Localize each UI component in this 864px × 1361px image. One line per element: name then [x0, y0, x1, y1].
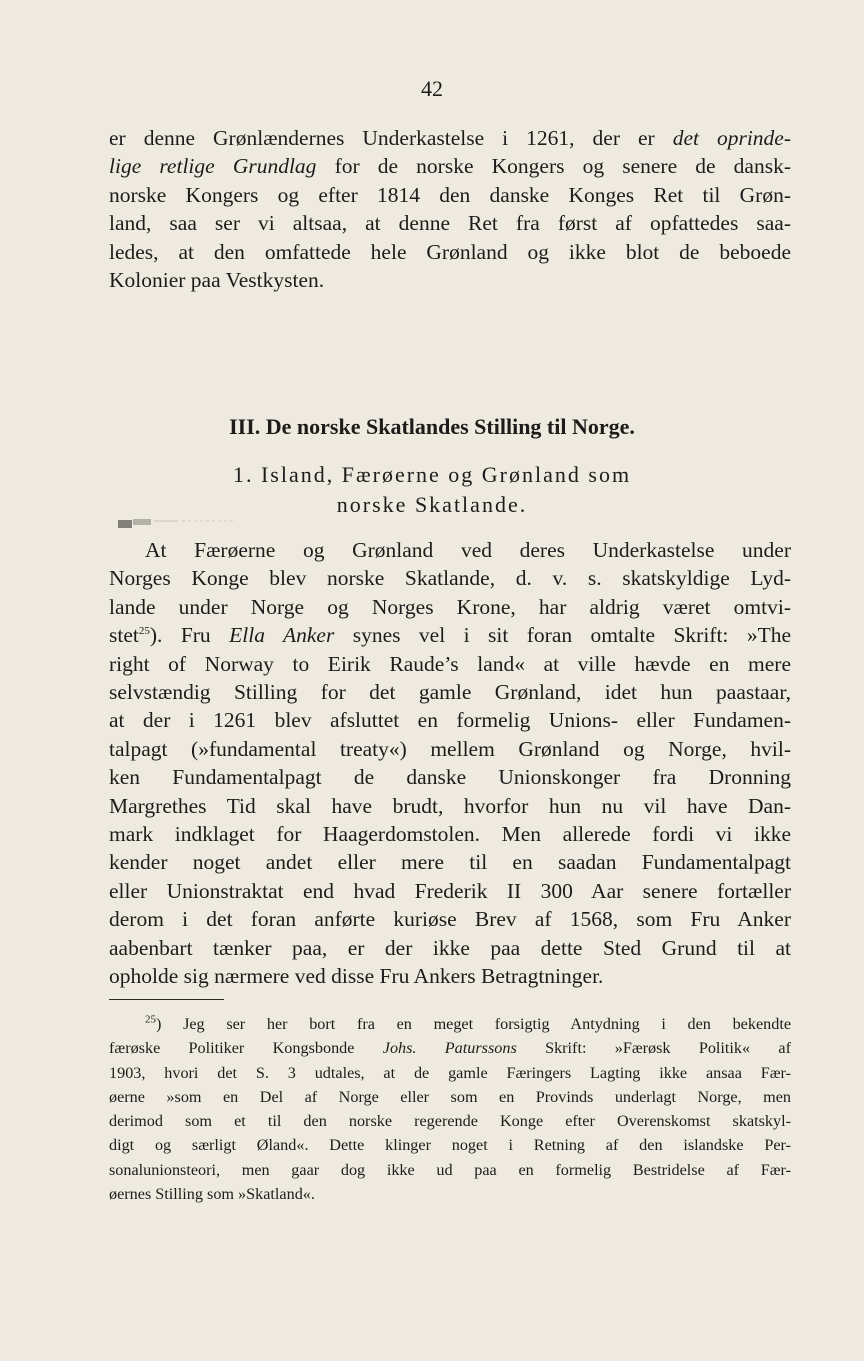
text-line: selvstændig Stilling for det gamle Grønland, idet hun paastaar, — [109, 680, 791, 705]
text-line: right of Norway to Eirik Raude’s land« at ville hævde en mere — [109, 651, 791, 676]
footnote-line: færøske Politiker Kongsbonde Johs. Paturssons Skrift: »Færøsk Politik« af — [109, 1039, 791, 1058]
footnote-line: øernes Stilling som »Skatland«. — [109, 1185, 315, 1204]
text-line: opholde sig nærmere ved disse Fru Ankers Betragtninger. — [109, 964, 604, 989]
footnote-line: sonalunionsteori, men gaar dog ikke ud paa en formelig Bestridelse af Fær- — [109, 1160, 791, 1179]
text-line: er denne Grønlændernes Underkastelse i 1261, der er det oprinde- — [109, 126, 791, 150]
body-paragraph-2 — [109, 536, 791, 991]
text-line: Norges Konge blev norske Skatlande, d. v. s. skatskyldige Lyd- — [109, 566, 791, 591]
text-line: derom i det foran anførte kuriøse Brev af 1568, som Fru Anker — [109, 907, 791, 932]
library-stamp-mark — [118, 517, 238, 529]
text-line: eller Unionstraktat end hvad Frederik II 300 Aar senere fortæller — [109, 878, 791, 903]
footnote-reference: 25 — [138, 625, 150, 638]
text-line: lige retlige Grundlag for de norske Kongers og senere de dansk- — [109, 154, 791, 179]
text-line: land, saa ser vi altsaa, at denne Ret fra først af opfattedes saa- — [109, 211, 791, 236]
footnote-marker: 25 — [145, 1013, 156, 1026]
text-line: Margrethes Tid skal have brudt, hvorfor hun nu vil have Dan- — [109, 793, 791, 818]
footnote-line: $^{25}$) Jeg ser her bort fra en meget forsigtig Antydning i den bekendte — [145, 1013, 791, 1033]
text-line: ken Fundamentalpagt de danske Unionskonger fra Dronning — [109, 765, 791, 790]
body-paragraph-1 — [109, 124, 791, 294]
text-line: lande under Norge og Norges Krone, har aldrig været omtvi- — [109, 594, 791, 619]
footnote-line: øerne »som en Del af Norge eller som en Provinds underlagt Norge, men — [109, 1087, 791, 1106]
subsection-heading: 1. Island, Færøerne og Grønland som norske Skatlande. — [232, 462, 632, 517]
footnote-divider — [109, 999, 224, 1000]
footnote — [109, 1012, 791, 1206]
section-heading: III. De norske Skatlandes Stilling til Norge. — [229, 414, 635, 439]
text-line: kender noget andet eller mere til en saadan Fundamentalpagt — [109, 850, 791, 875]
footnote-line: 1903, hvori det S. 3 udtales, at de gamle Færingers Lagting ikke ansaa Fær- — [109, 1063, 791, 1082]
text-line: aabenbart tænker paa, er der ikke paa dette Sted Grund til at — [109, 935, 791, 960]
text-line: at der i 1261 blev afsluttet en formelig Unions- eller Fundamen- — [109, 708, 791, 733]
page-number: 42 — [421, 76, 443, 101]
footnote-line: digt og særligt Øland«. Dette klinger noget i Retning af den islandske Per- — [109, 1136, 791, 1155]
footnote-line: derimod som et til den norske regerende Konge efter Overenskomst skatskyl- — [109, 1112, 791, 1131]
text-line: stet$^{25}$). Fru Ella Anker synes vel i sit foran omtalte Skrift: »The — [109, 623, 791, 648]
text-line: mark indklaget for Haagerdomstolen. Men allerede fordi vi ikke — [109, 822, 791, 847]
text-line: norske Kongers og efter 1814 den danske Konges Ret til Grøn- — [109, 182, 791, 207]
text-line: At Færøerne og Grønland ved deres Underkastelse under — [145, 538, 791, 562]
text-line: Kolonier paa Vestkysten. — [109, 268, 325, 293]
text-line: talpagt (»fundamental treaty«) mellem Grønland og Norge, hvil- — [109, 736, 791, 761]
text-line: ledes, at den omfattede hele Grønland og ikke blot de beboede — [109, 239, 791, 264]
